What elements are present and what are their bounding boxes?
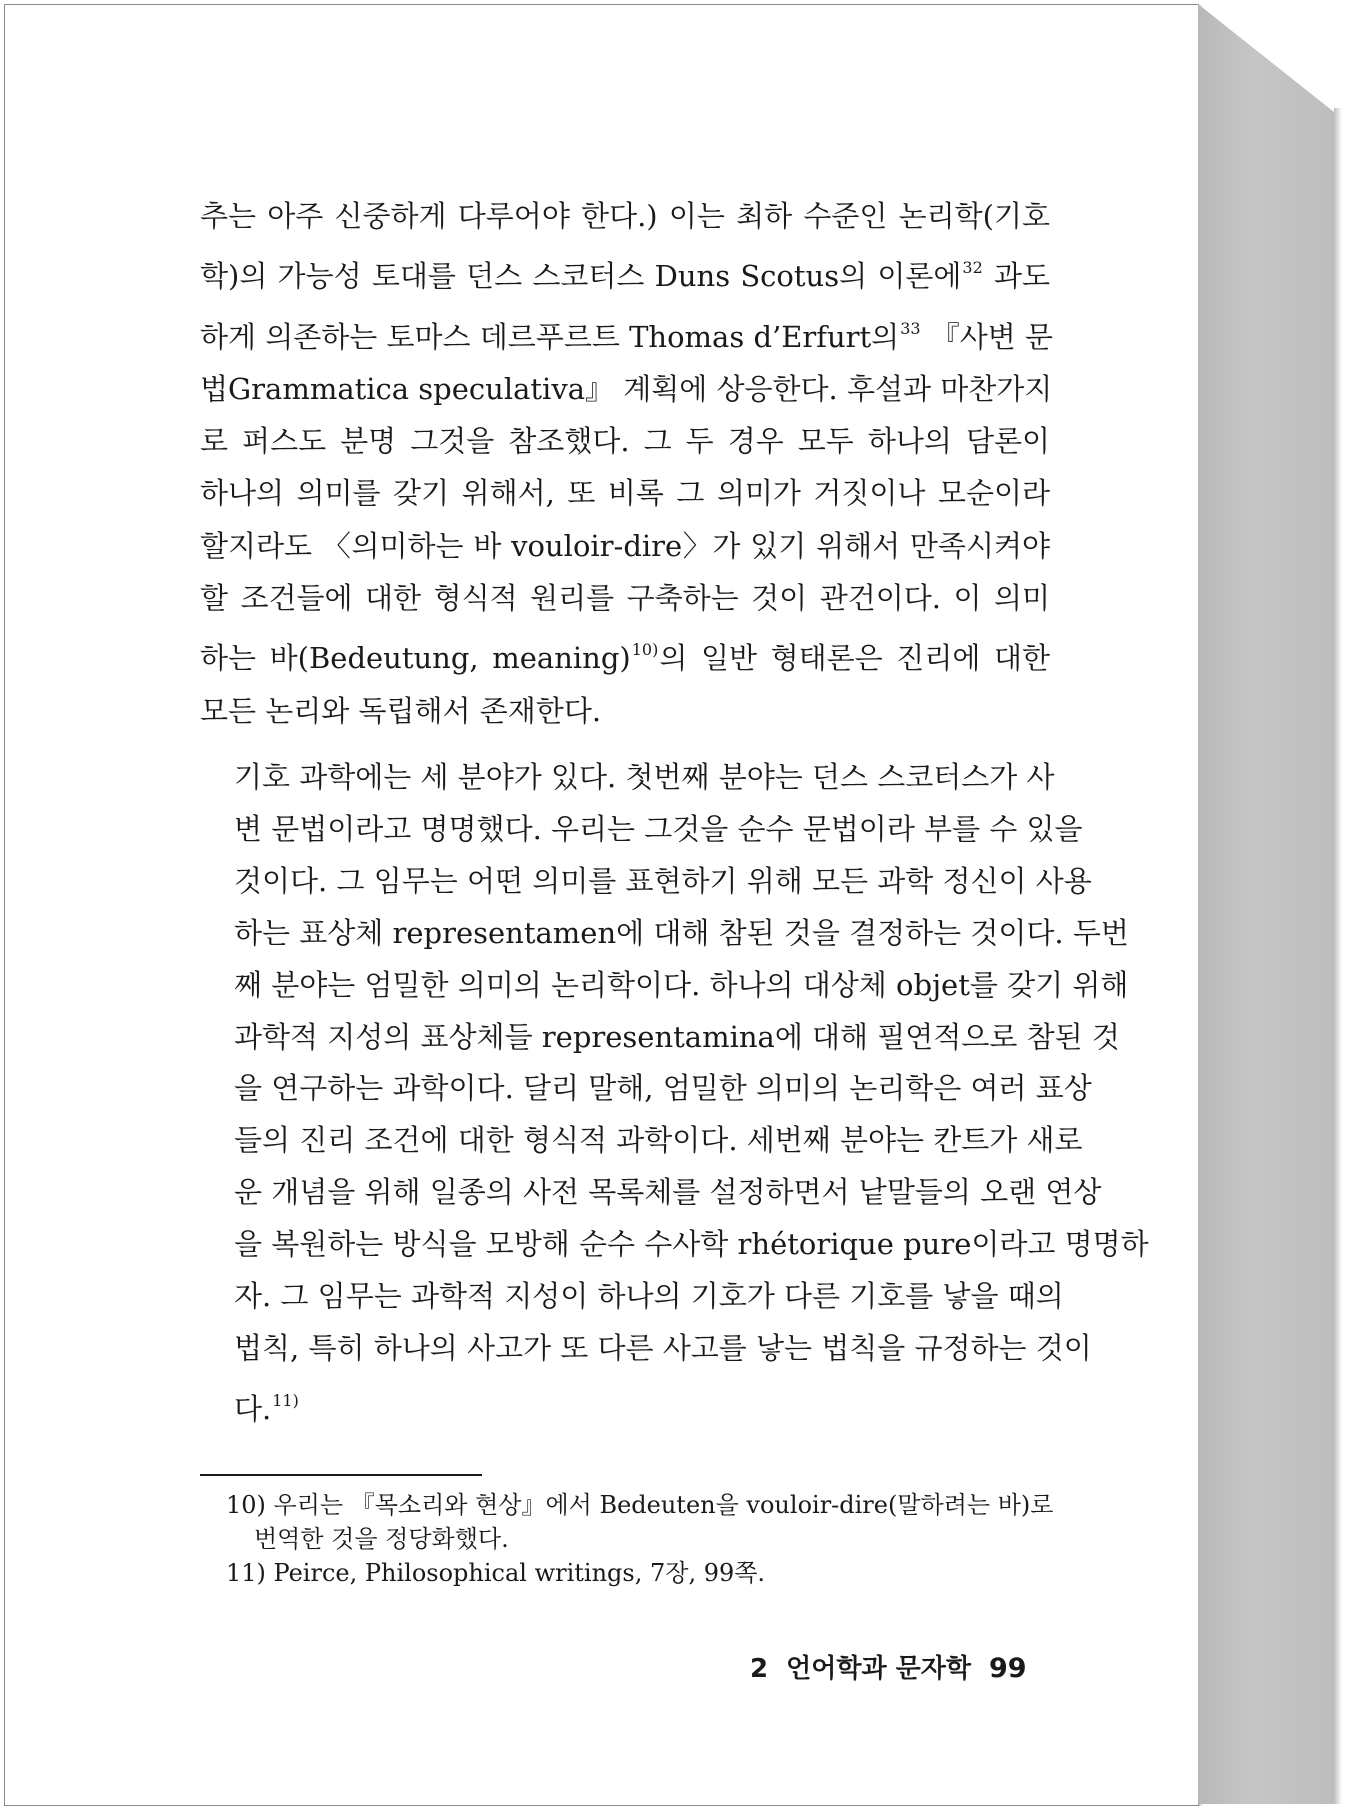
p1-line-6: 하나의 의미를 갖기 위해서, 또 비록 그 의미가 거짓이나 모순이라 [200, 476, 1050, 511]
p2-line-13 [234, 1375, 1050, 1436]
p2-line-10: 을 복원하는 방식을 모방해 순수 수사학 rhétorique pure이라고 명명하 [234, 1227, 1149, 1262]
p2-line-7: 을 연구하는 과학이다. 달리 말해, 엄밀한 의미의 논리학은 여러 표상 [234, 1071, 1092, 1106]
running-footer [750, 1648, 1027, 1685]
p1-line-9-tail: 의 일반 형태론은 진리에 대한 [659, 641, 1050, 676]
p2-line-13-text: 다. [234, 1391, 272, 1426]
p1-line-2-text: 학)의 가능성 토대를 던스 스코터스 Duns Scotus의 이론에 [200, 259, 962, 294]
p2-line-2: 변 문법이라고 명명했다. 우리는 그것을 순수 문법이라 부를 수 있을 [234, 811, 1083, 846]
p2-line-5: 째 분야는 엄밀한 의미의 논리학이다. 하나의 대상체 objet를 갖기 위해 [234, 967, 1129, 1002]
p2-line-8: 들의 진리 조건에 대한 형식적 과학이다. 세번째 분야는 칸트가 새로 [234, 1123, 1083, 1158]
p1-line-7: 할지라도 〈의미하는 바 vouloir-dire〉가 있기 위해서 만족시켜야 [200, 528, 1050, 563]
footnote-rule [200, 1474, 482, 1476]
p1-line-8: 할 조건들에 대한 형식적 원리를 구축하는 것이 관건이다. 이 의미 [200, 581, 1050, 616]
p1-line-9 [200, 624, 1050, 684]
p1-line-9-text: 하는 바(Bedeutung, meaning) [200, 641, 631, 676]
p1-line-10: 모든 논리와 독립해서 존재한다. [200, 693, 602, 728]
p2-footnote-ref-11: 11) [272, 1390, 299, 1410]
footnote-11: 11) Peirce, Philosophical writings, 7장, 99쪽. [226, 1559, 766, 1587]
p2-line-4: 하는 표상체 representamen에 대해 참된 것을 결정하는 것이다. 두번 [234, 915, 1129, 950]
paragraph-2 [234, 752, 1149, 1436]
p1-footnote-ref-33: 33 [900, 318, 921, 338]
p1-line-2-tail: 과도 [983, 259, 1050, 294]
chapter-number: 2 [750, 1654, 769, 1684]
footnote-10-line-1: 10) 우리는 『목소리와 현상』에서 Bedeuten을 vouloir-dire(말하려는 바)로 [226, 1491, 1054, 1519]
p1-line-3-tail: 『사변 문 [921, 319, 1054, 354]
p1-line-5: 로 퍼스도 분명 그것을 참조했다. 그 두 경우 모두 하나의 담론이 [200, 424, 1050, 459]
footnote-10-line-2: 번역한 것을 정당화했다. [254, 1525, 509, 1553]
p1-line-2 [200, 242, 1050, 302]
footnotes [226, 1488, 1056, 1590]
p2-line-3: 것이다. 그 임무는 어떤 의미를 표현하기 위해 모든 과학 정신이 사용 [234, 863, 1092, 898]
p2-line-6: 과학적 지성의 표상체들 representamina에 대해 필연적으로 참된 것 [234, 1019, 1120, 1054]
p1-footnote-ref-32: 32 [962, 258, 983, 278]
p1-line-3 [200, 303, 1054, 363]
page-shadow [1334, 108, 1342, 1804]
p2-line-1: 기호 과학에는 세 분야가 있다. 첫번째 분야는 던스 스코터스가 사 [234, 760, 1055, 794]
chapter-title: 언어학과 문자학 [786, 1654, 971, 1684]
p1-line-3-text: 하게 의존하는 토마스 데르푸르트 Thomas d’Erfurt의 [200, 319, 900, 354]
paragraph-1 [200, 190, 1054, 737]
page-stack-edge [1198, 4, 1334, 1804]
p2-line-11: 자. 그 임무는 과학적 지성이 하나의 기호가 다른 기호를 낳을 때의 [234, 1279, 1064, 1314]
page-number: 99 [988, 1653, 1027, 1684]
p2-line-9: 운 개념을 위해 일종의 사전 목록체를 설정하면서 낱말들의 오랜 연상 [234, 1175, 1102, 1210]
p1-footnote-ref-10: 10) [631, 640, 659, 660]
p2-line-12: 법칙, 특히 하나의 사고가 또 다른 사고를 낳는 법칙을 규정하는 것이 [234, 1330, 1092, 1365]
p1-line-1: 추는 아주 신중하게 다루어야 한다.) 이는 최하 수준인 논리학(기호 [200, 199, 1050, 233]
p1-line-4: 법Grammatica speculativa』 계획에 상응한다. 후설과 마찬가지 [200, 371, 1053, 406]
